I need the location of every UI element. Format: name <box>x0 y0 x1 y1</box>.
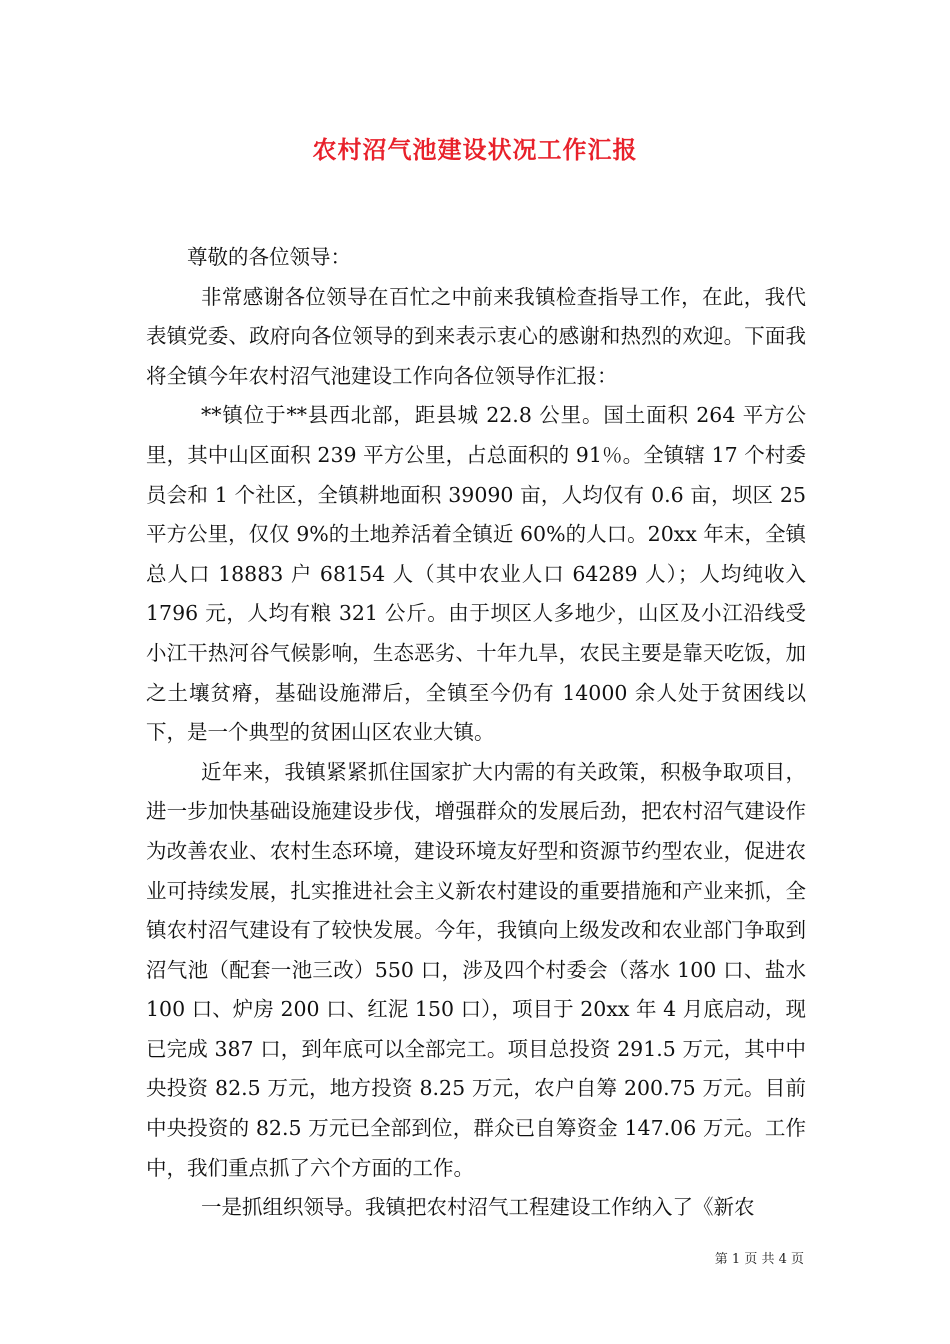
paragraph-organization: 一是抓组织领导。我镇把农村沼气工程建设工作纳入了《新农 <box>201 1195 755 1220</box>
paragraph-intro: 非常感谢各位领导在百忙之中前来我镇检查指导工作，在此，我代表镇党委、政府向各位领导的到来表示衷心的感谢和热烈的欢迎。下面我将全镇今年农村沼气池建设工作向各位领导作汇报： <box>146 284 806 388</box>
document-title: 农村沼气池建设状况工作汇报 <box>312 135 638 164</box>
paragraph-biogas-progress: 近年来，我镇紧紧抓住国家扩大内需的有关政策，积极争取项目，进一步加快基础设施建设步伐，增强群众的发展后劲，把农村沼气建设作为改善农业、农村生态环境，建设环境友好型和资源节约型农业，促进农业可持续发展，扎实推进社会主义新农村建设的重要措施和产业来抓，全镇农村沼气建设有了较快发展。今年，我镇向上级发改和农业部门争取到沼气池（配套一池三改）550 口，涉及四个村委会（落水 100 口、盐水 100 口、炉房 200 口、红泥 150 口），项目于 20xx 年 4 月底启动，现已完成 387 口，到年底可以全部完工。项目总投资 291.5 万元，其中中央投资 82.5 万元，地方投资 8.25 万元，农户自筹 200.75 万元。目前中央投资的 82.5 万元已全部到位，群众已自筹资金 147.06 万元。工作中，我们重点抓了六个方面的工作。 <box>146 759 806 1180</box>
greeting: 尊敬的各位领导： <box>187 245 351 269</box>
document-body <box>146 238 806 1228</box>
paragraph-town-overview: **镇位于**县西北部，距县城 22.8 公里。国土面积 264 平方公里，其中山区面积 239 平方公里，占总面积的 91％。全镇辖 17 个村委员会和 1 个社区，全镇耕地面积 39090 亩，人均仅有 0.6 亩，坝区 25 平方公里，仅仅 9%的土地养活着全镇近 60%的人口。20xx 年末，全镇总人口 18883 户 68154 人（其中农业人口 64289 人）；人均纯收入 1796 元，人均有粮 321 公斤。由于坝区人多地少，山区及小江沿线受小江干热河谷气候影响，生态恶劣、十年九旱，农民主要是靠天吃饭，加之土壤贫瘠，基础设施滞后，全镇至今仍有 14000 余人处于贫困线以下，是一个典型的贫困山区农业大镇。 <box>146 403 806 745</box>
page-number: 第 1 页 共 4 页 <box>714 1252 804 1267</box>
